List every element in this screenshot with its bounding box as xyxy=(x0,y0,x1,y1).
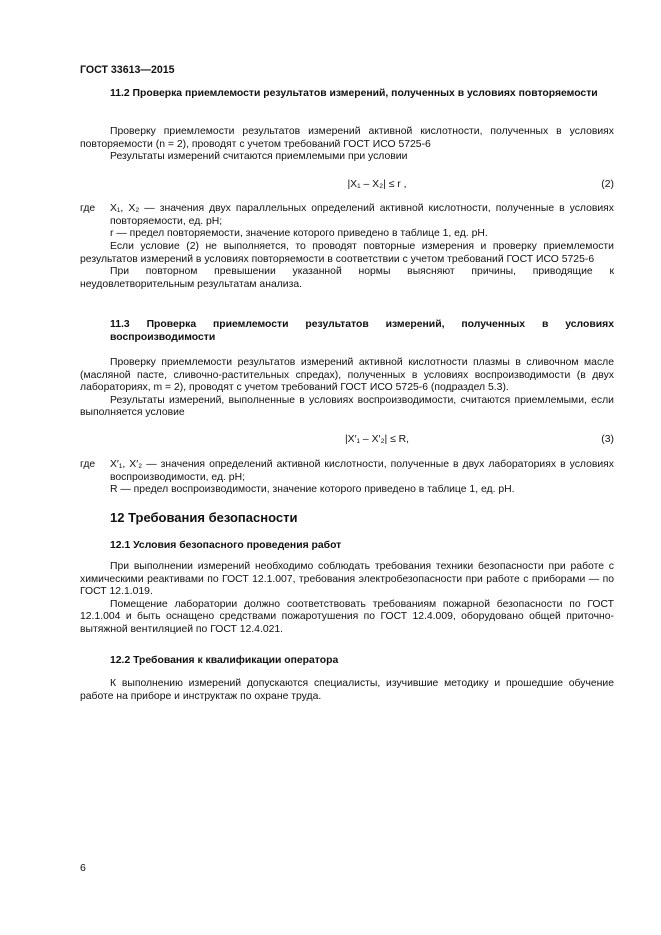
section-11-2-tail xyxy=(80,241,614,291)
formula-2 xyxy=(80,179,614,193)
paragraph: При повторном превышении указанной нормы выясняют причины, приводящие к неудовлетворительным результатам анализа. xyxy=(80,266,614,290)
paragraph: Помещение лаборатории должно соответствовать требованиям пожарной безопасности по ГОСТ 12.1.004 и быть оснащено средствами пожаротушения по ГОСТ 12.4.009, оборудовано общей приточно-вытяжной вентиляцией по ГОСТ 12.4.021. xyxy=(80,598,614,635)
document-header: ГОСТ 33613—2015 xyxy=(80,64,175,76)
section-12-2-body xyxy=(80,678,614,703)
paragraph: Результаты измерений, выполненные в условиях воспроизводимости, считаются приемлемыми, если выполняется условие xyxy=(80,394,614,418)
paragraph: Если условие (2) не выполняется, то проводят повторные измерения и проверку приемлемости результатов измерений в условиях повторяемости в соответствии с учетом требований ГОСТ ИСО 5725-6 xyxy=(80,241,614,265)
paragraph: Проверку приемлемости результатов измерений активной кислотности плазмы в сливочном масле (масляной пасте, сливочно-растительных спредах), полученных в условиях воспроизводимости (в двух лабораториях, m = 2), проводят с учетом требований ГОСТ ИСО 5725-6 (подраздел 5.3). xyxy=(80,357,614,393)
section-12-1-title: 12.1 Условия безопасного проведения работ xyxy=(110,540,342,551)
where-block-11-2 xyxy=(80,203,614,241)
section-11-3-body xyxy=(80,357,614,420)
where-item: X′₁, X′₂ — значения определений активной кислотности, полученные в двух лабораториях в условиях воспроизводимости, ед. pH; xyxy=(110,459,614,483)
where-label: где xyxy=(80,203,96,214)
section-12-1-body xyxy=(80,561,614,636)
section-11-3-title: 11.3 Проверка приемлемости результатов измерений, полученных в условиях воспроизводимости xyxy=(110,319,614,343)
section-11-2-body xyxy=(80,126,614,164)
formula-expression: |X₁ – X₂| ≤ r , xyxy=(347,179,407,190)
section-11-2-title: 11.2 Проверка приемлемости результатов измерений, полученных в условиях повторяемости xyxy=(110,88,598,99)
formula-number: (2) xyxy=(601,179,614,190)
where-item: X₁, X₂ — значения двух параллельных определений активной кислотности, полученные в условиях повторяемости, ед. pH; xyxy=(110,203,614,227)
paragraph: При выполнении измерений необходимо соблюдать требования техники безопасности при работе с химическими реактивами по ГОСТ 12.1.007, требования электробезопасности при работе с приборами — по ГОСТ 12.1.019. xyxy=(80,561,614,597)
where-label: где xyxy=(80,459,96,470)
paragraph: К выполнению измерений допускаются специалисты, изучившие методику и прошедшие обучение работе на приборе и инструктаж по охране труда. xyxy=(80,678,614,702)
section-12-2-title: 12.2 Требования к квалификации оператора xyxy=(110,655,339,666)
formula-3 xyxy=(80,434,614,448)
paragraph: Проверку приемлемости результатов измерений активной кислотности, полученных в условиях повторяемости (n = 2), проводят с учетом требований ГОСТ ИСО 5725-6 xyxy=(80,126,614,150)
section-12-title: 12 Требования безопасности xyxy=(110,510,298,525)
where-item: R — предел воспроизводимости, значение которого приведено в таблице 1, ед. pH. xyxy=(110,484,515,495)
formula-number: (3) xyxy=(601,434,614,445)
where-item: r — предел повторяемости, значение которого приведено в таблице 1, ед. pH. xyxy=(110,228,488,239)
formula-expression: |X′₁ – X′₂| ≤ R, xyxy=(344,434,410,445)
where-block-11-3 xyxy=(80,459,614,497)
paragraph: Результаты измерений считаются приемлемыми при условии xyxy=(110,151,408,162)
page-number: 6 xyxy=(80,862,86,874)
